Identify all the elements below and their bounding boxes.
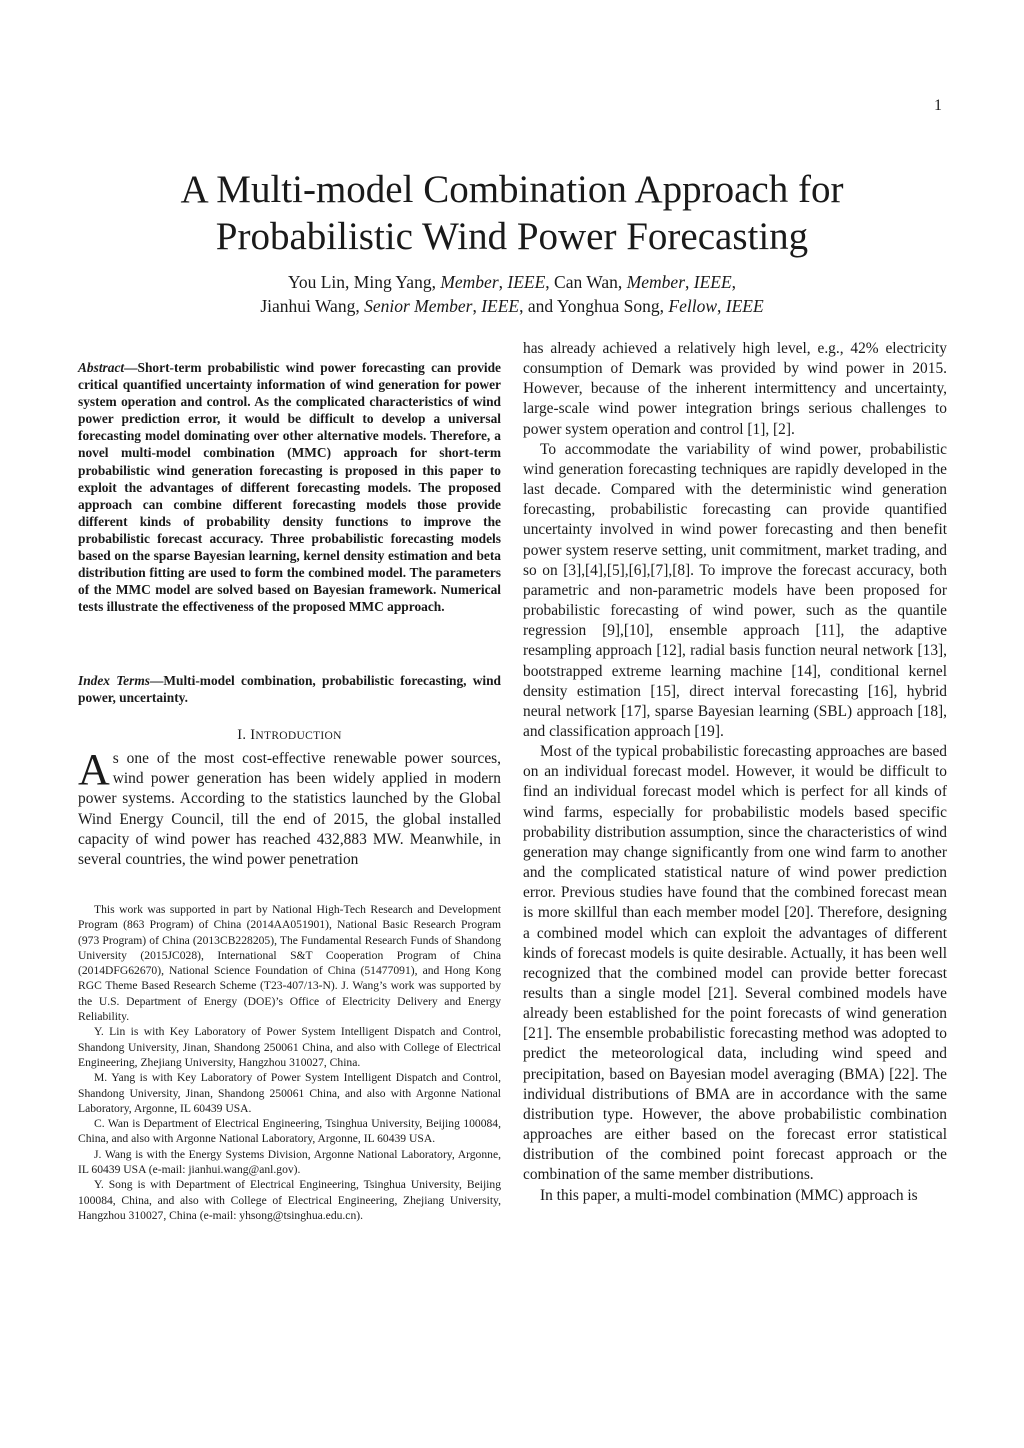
author-org: IEEE bbox=[507, 272, 546, 292]
author-separator: , bbox=[717, 296, 726, 316]
body-paragraph: In this paper, a multi-model combination (MMC) approach is bbox=[540, 1186, 918, 1204]
author-separator: , bbox=[498, 272, 508, 292]
footnote-affiliation: M. Yang is with Key Laboratory of Power System Intelligent Dispatch and Control, Shandong University, Jinan, Shandong 250061 China, and also with Argonne National Laboratory, Argonne, IL 60439 USA. bbox=[78, 1071, 501, 1115]
index-terms-label: Index Terms bbox=[78, 673, 150, 688]
right-column-body bbox=[523, 339, 947, 1206]
footnote-affiliation: J. Wang is with the Energy Systems Division, Argonne National Laboratory, Argonne, IL 60439 USA (e-mail: jianhui.wang@anl.gov). bbox=[78, 1147, 501, 1177]
section-title-rest: NTRODUCTION bbox=[255, 730, 342, 742]
body-paragraph: Most of the typical probabilistic forecasting approaches are based on an individual forecast model. However, it would be difficult to find an individual forecast model which is perfect for all kinds of wind farms, especially for probabilistic models based specific probability distribution assumption, since the characteristics of wind generation may change significantly from one wind farm to another and the complicated statistical nature of wind power prediction error. Previous studies have found that the combined forecast mean is more skillful than each member model [20]. Therefore, designing a combined model which can exploit the advantages of different kinds of forecast models is quite desirable. Actually, it has been well recognized that the combined model can provide better forecast results than a single model [21]. Several combined models have already been established for the point forecasts of wind generation [21]. The ensemble probabilistic forecasting method was adopted to predict the meteorological data, including wind speed and precipitation, based on Bayesian model averaging (BMA) [22]. The individual distributions of BMA are in accordance with the same distribution type. However, the above probabilistic combination approaches are either based on the forecast error statistical distribution of the combined point forecast approach or the combination of the same member distributions. bbox=[523, 743, 947, 1184]
title-line-2: Probabilistic Wind Power Forecasting bbox=[215, 215, 809, 258]
author-separator: , bbox=[685, 272, 694, 292]
index-terms-dash: — bbox=[149, 673, 164, 688]
author-line-1 bbox=[0, 270, 1024, 294]
author-names-3: Jianhui Wang, bbox=[260, 296, 365, 316]
author-names-2: , Can Wan, bbox=[545, 272, 627, 292]
author-org: IEEE bbox=[481, 296, 520, 316]
author-role: Senior Member bbox=[364, 296, 473, 316]
author-names-4: , and Yonghua Song, bbox=[519, 296, 669, 316]
body-paragraph: has already achieved a relatively high level, e.g., 42% electricity consumption of Demark was provided by wind power in 2015. However, because of the inherent intermittency and uncertainty, large-scale wind power integration brings serious challenges to power system operation and control [1], [2]. bbox=[523, 340, 947, 438]
author-role: Fellow bbox=[668, 296, 717, 316]
section-heading-introduction bbox=[78, 727, 501, 744]
abstract-dash: — bbox=[124, 360, 138, 375]
footnote-affiliation: Y. Lin is with Key Laboratory of Power System Intelligent Dispatch and Control, Shandong University, Jinan, Shandong 250061 China, and also with College of Electrical Engineering, Zhejiang University, Hangzhou 310027, China. bbox=[78, 1025, 501, 1069]
intro-paragraph bbox=[78, 745, 501, 870]
author-org: IEEE bbox=[693, 272, 732, 292]
footnote-affiliation: C. Wan is Department of Electrical Engineering, Tsinghua University, Beijing 100084, China, and also with Argonne National Laboratory, Argonne, IL 60439 USA. bbox=[78, 1117, 501, 1146]
index-terms bbox=[78, 672, 501, 706]
title-line-1: A Multi-model Combination Approach for bbox=[180, 168, 844, 211]
author-separator: , bbox=[731, 272, 737, 292]
drop-cap: A bbox=[78, 745, 110, 794]
index-terms-text: Multi-model combination, probabilistic forecasting, wind power, uncertainty. bbox=[78, 673, 501, 706]
author-separator: , bbox=[472, 296, 482, 316]
author-org: IEEE bbox=[725, 296, 764, 316]
paper-title bbox=[0, 166, 1024, 260]
author-names-1: You Lin, Ming Yang, bbox=[287, 272, 441, 292]
author-role: Member bbox=[440, 272, 499, 292]
author-list bbox=[0, 270, 1024, 318]
section-title-initial: I bbox=[250, 727, 256, 743]
author-role: Member bbox=[626, 272, 685, 292]
intro-text: s one of the most cost-effective renewable power sources, wind power generation has been widely applied in modern power systems. According to the statistics launched by the Global Wind Energy Council, till the end of 2015, the global installed capacity of wind power has reached 432,883 MW. Meanwhile, in several countries, the wind power penetration bbox=[78, 750, 501, 869]
abstract-text: Short-term probabilistic wind power forecasting can provide critical quantified uncertainty information of wind generation for power system operation and control. As the complicated characteristics of wind power prediction error, it would be difficult to develop a universal forecasting model dominating over other alternative models. Therefore, a novel multi-model combination (MMC) approach for short-term probabilistic wind generation forecasting is proposed in this paper to exploit the advantages of different forecasting models. The proposed approach can combine different forecasting models those provide different kinds of probability density functions to improve the probabilistic forecast accuracy. Three probabilistic forecasting models based on the sparse Bayesian learning, kernel density estimation and beta distribution fitting are used to form the combined model. The parameters of the MMC model are solved based on Bayesian framework. Numerical tests illustrate the effectiveness of the proposed MMC approach. bbox=[78, 360, 501, 615]
footnote-affiliation: Y. Song is with Department of Electrical Engineering, Tsinghua University, Beijing 100084, China, and also with College of Electrical Engineering, Zhejiang University, Hangzhou 310027, China (e-mail: yhsong@tsinghua.edu.cn). bbox=[78, 1178, 501, 1222]
footnote-funding: This work was supported in part by National High-Tech Research and Development Program (863 Program) of China (2014AA051901), National Basic Research Program (973 Program) of China (2013CB228205), The Fundamental Research Funds of Shandong University (2015JC028), International S&T Cooperation Program of China (2014DFG62670), National Science Foundation of China (51477091), and Hong Kong RGC Theme Based Research Scheme (T23-407/13-N). J. Wang’s work was supported by the U.S. Department of Energy (DOE)’s Office of Electricity Delivery and Energy Reliability. bbox=[78, 903, 501, 1024]
author-line-2 bbox=[0, 294, 1024, 318]
page-number: 1 bbox=[934, 97, 942, 114]
abstract bbox=[78, 359, 501, 615]
body-paragraph: To accommodate the variability of wind power, probabilistic wind generation forecasting techniques are rapidly developed in the last decade. Compared with the deterministic wind generation forecasting, probabilistic forecasting can provide quantified uncertainty involved in wind power forecasting and then benefit power system reserve setting, unit commitment, market trading, and so on [3],[4],[5],[6],[7],[8]. To improve the forecast accuracy, both parametric and non-parametric models have been proposed for probabilistic forecasting of wind power, such as the quantile regression [9],[10], ensemble approach [11], the adaptive resampling approach [12], radial basis function neural network [13], bootstrapped extreme learning machine [14], conditional kernel density estimation [15], direct interval forecasting [16], hybrid neural network [17], sparse Bayesian learning (SBL) approach [18], and classification approach [19]. bbox=[523, 440, 947, 740]
footnotes bbox=[78, 902, 501, 1223]
section-number: I. bbox=[237, 727, 247, 743]
abstract-label: Abstract bbox=[78, 360, 125, 375]
